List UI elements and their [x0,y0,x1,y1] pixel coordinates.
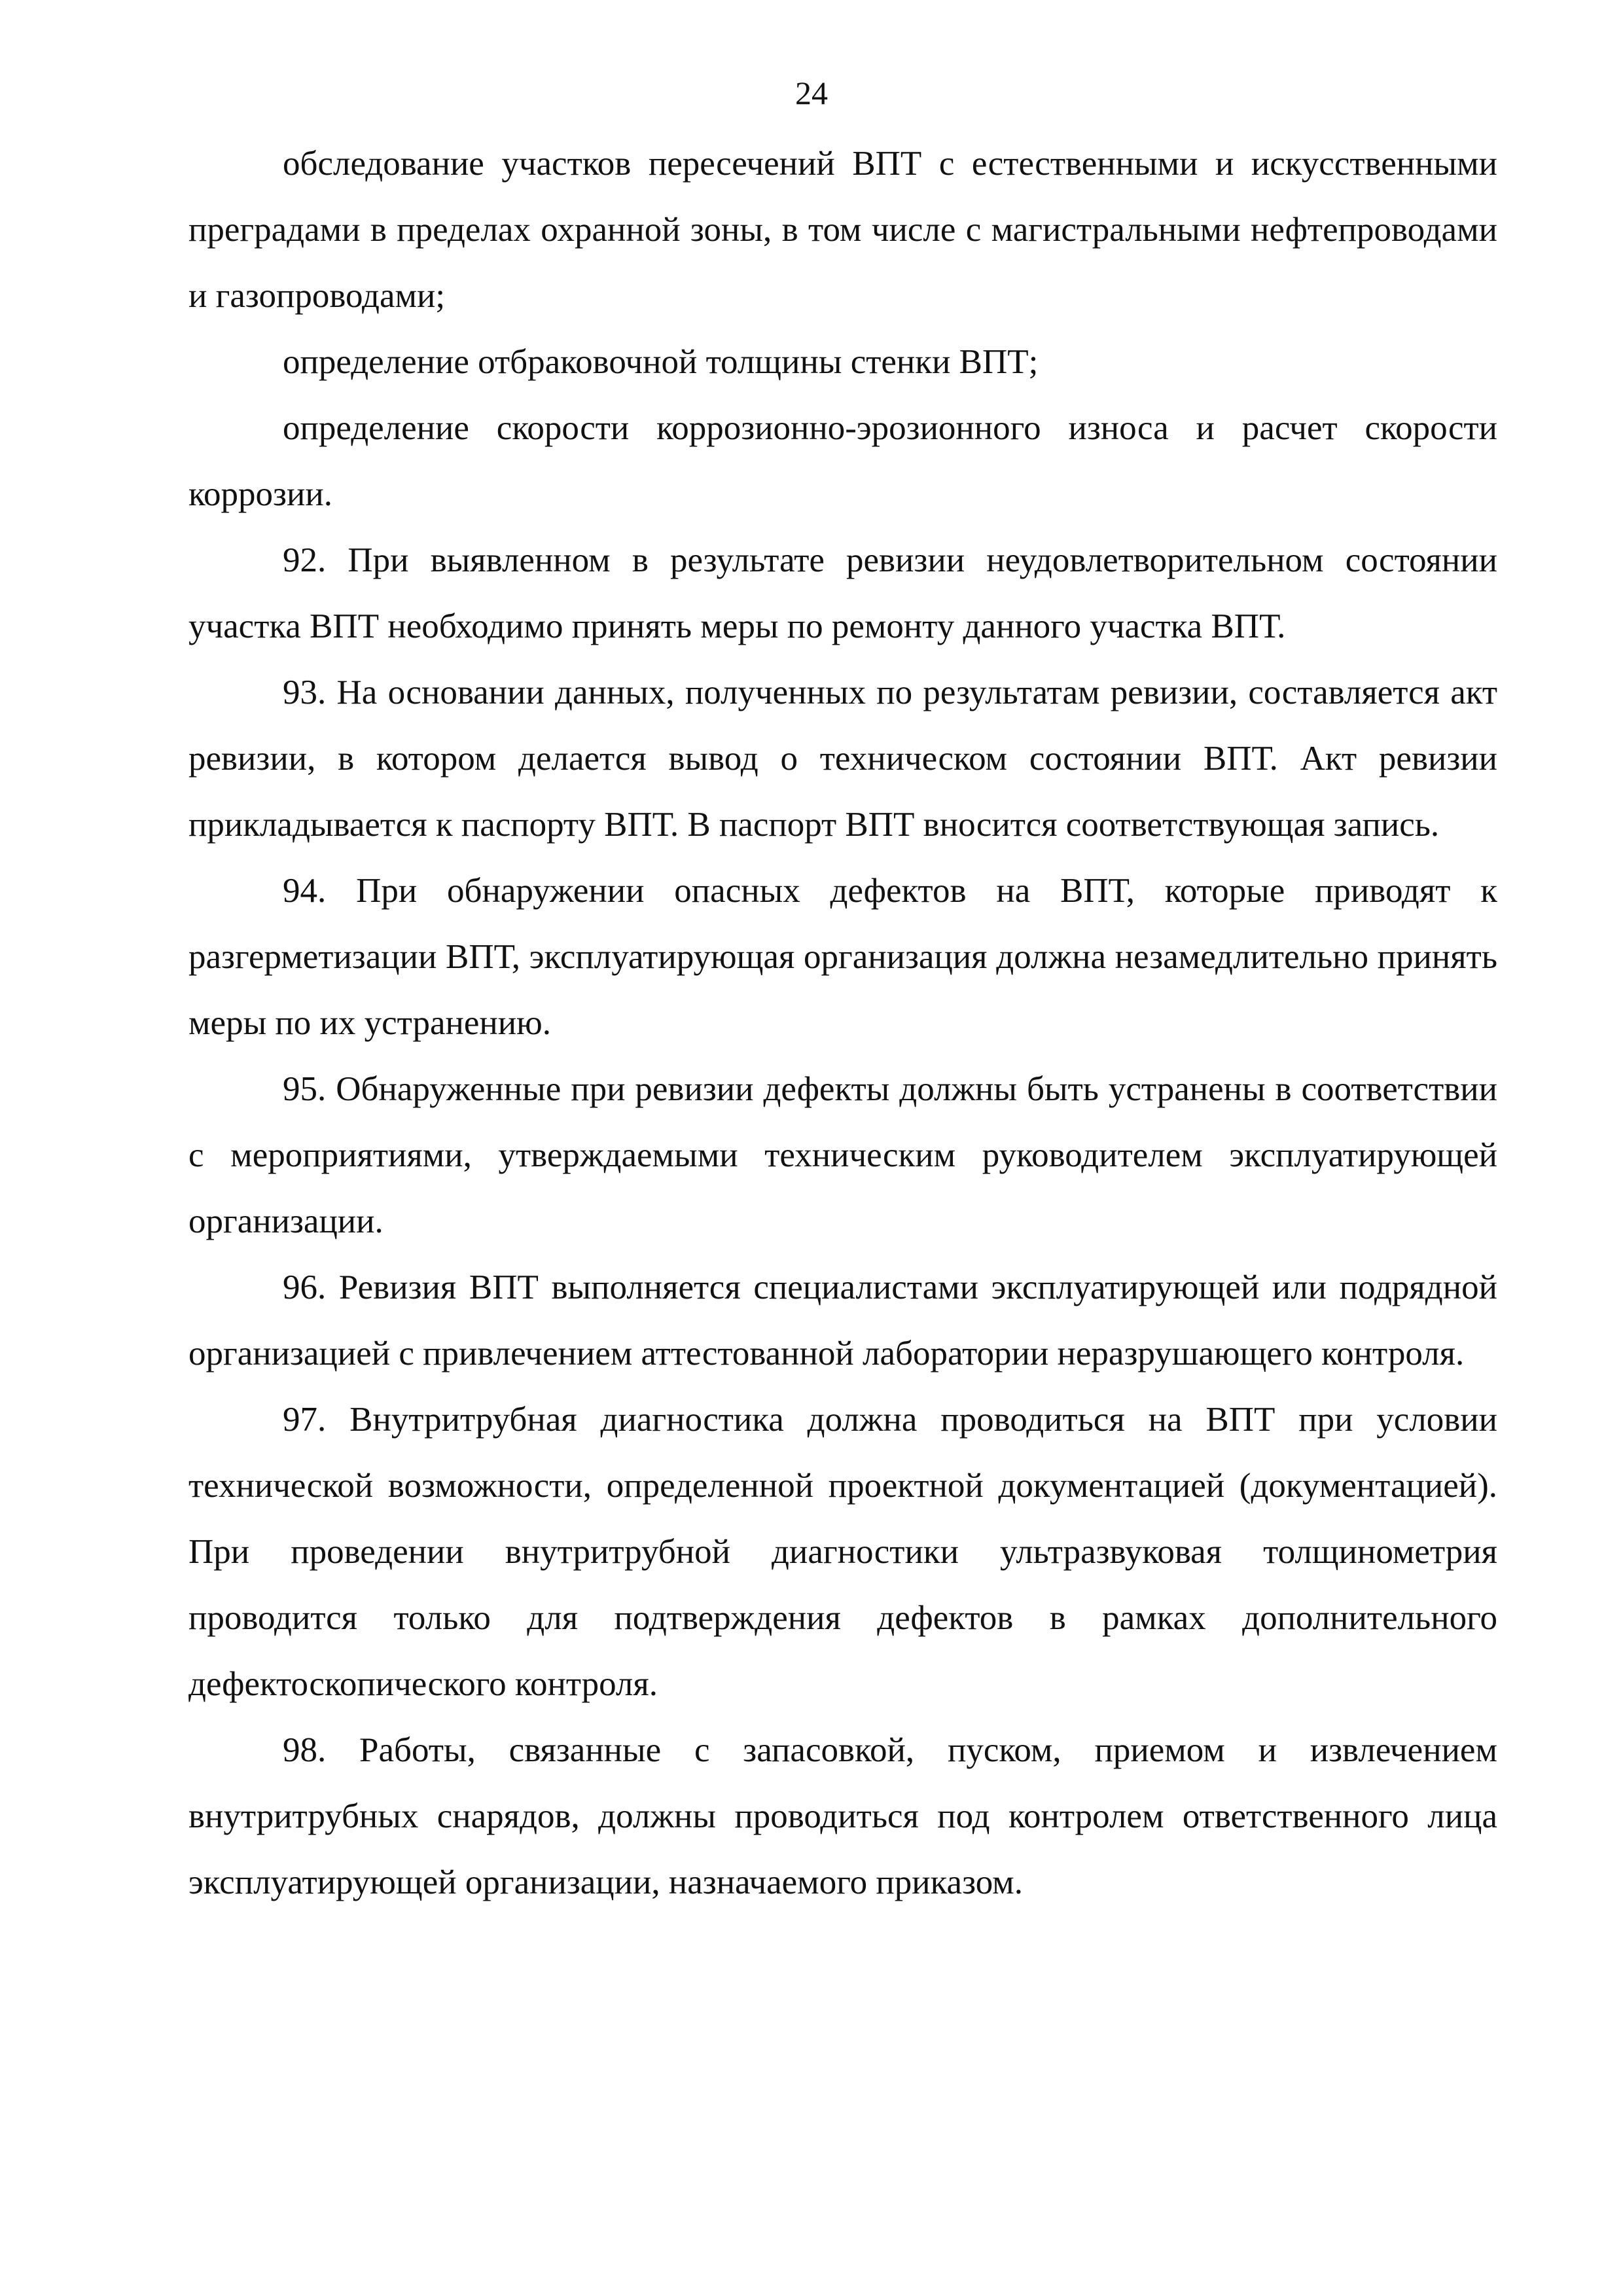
paragraph-text: определение скорости коррозионно-эрозионного износа и расчет скорости коррозии. [188,409,1497,513]
document-body [188,131,1497,1916]
clause-text: Обнаруженные при ревизии дефекты должны быть устранены в соответствии с мероприятиями, утверждаемыми техническим руководителем эксплуатирующей организации. [188,1070,1497,1240]
clause-number: 93. [283,673,327,711]
clause-text: На основании данных, полученных по результатам ревизии, составляется акт ревизии, в котором делается вывод о техническом состоянии ВПТ. Акт ревизии прикладывается к паспорту ВПТ. В паспорт ВПТ вносится соответствующая запись. [188,673,1497,844]
paragraph-inspection-crossings [188,131,1497,329]
clause-93 [188,660,1497,858]
clause-text: Внутритрубная диагностика должна проводиться на ВПТ при условии технической возможности, определенной проектной документацией (документацией). При проведении внутритрубной диагностики ультразвуковая толщинометрия проводится только для подтверждения дефектов в рамках дополнительного дефектоскопического контроля. [188,1401,1497,1703]
clause-text: При выявленном в результате ревизии неудовлетворительном состоянии участка ВПТ необходимо принять меры по ремонту данного участка ВПТ. [188,541,1497,645]
paragraph-text: определение отбраковочной толщины стенки ВПТ; [283,343,1039,381]
clause-number: 97. [283,1401,327,1439]
paragraph-text: обследование участков пересечений ВПТ с естественными и искусственными преградами в пределах охранной зоны, в том числе с магистральными нефтепроводами и газопроводами; [188,145,1497,315]
clause-number: 96. [283,1268,327,1306]
paragraph-corrosion-rate [188,395,1497,528]
clause-text: Работы, связанные с запасовкой, пуском, приемом и извлечением внутритрубных снарядов, должны проводиться под контролем ответственного лица эксплуатирующей организации, назначаемого приказом. [188,1731,1497,1901]
clause-92 [188,528,1497,660]
clause-text: При обнаружении опасных дефектов на ВПТ, которые приводят к разгерметизации ВПТ, эксплуатирующая организация должна незамедлительно принять меры по их устранению. [188,872,1497,1042]
clause-number: 94. [283,872,327,910]
clause-number: 95. [283,1070,327,1108]
clause-97 [188,1387,1497,1717]
clause-96 [188,1255,1497,1387]
clause-94 [188,858,1497,1056]
page-number: 24 [795,75,828,111]
clause-98 [188,1717,1497,1916]
clause-number: 92. [283,541,327,579]
clause-text: Ревизия ВПТ выполняется специалистами эксплуатирующей или подрядной организацией с привлечением аттестованной лаборатории неразрушающего контроля. [188,1268,1498,1372]
clause-95 [188,1056,1497,1255]
paragraph-wall-thickness [188,329,1497,395]
clause-number: 98. [283,1731,327,1769]
